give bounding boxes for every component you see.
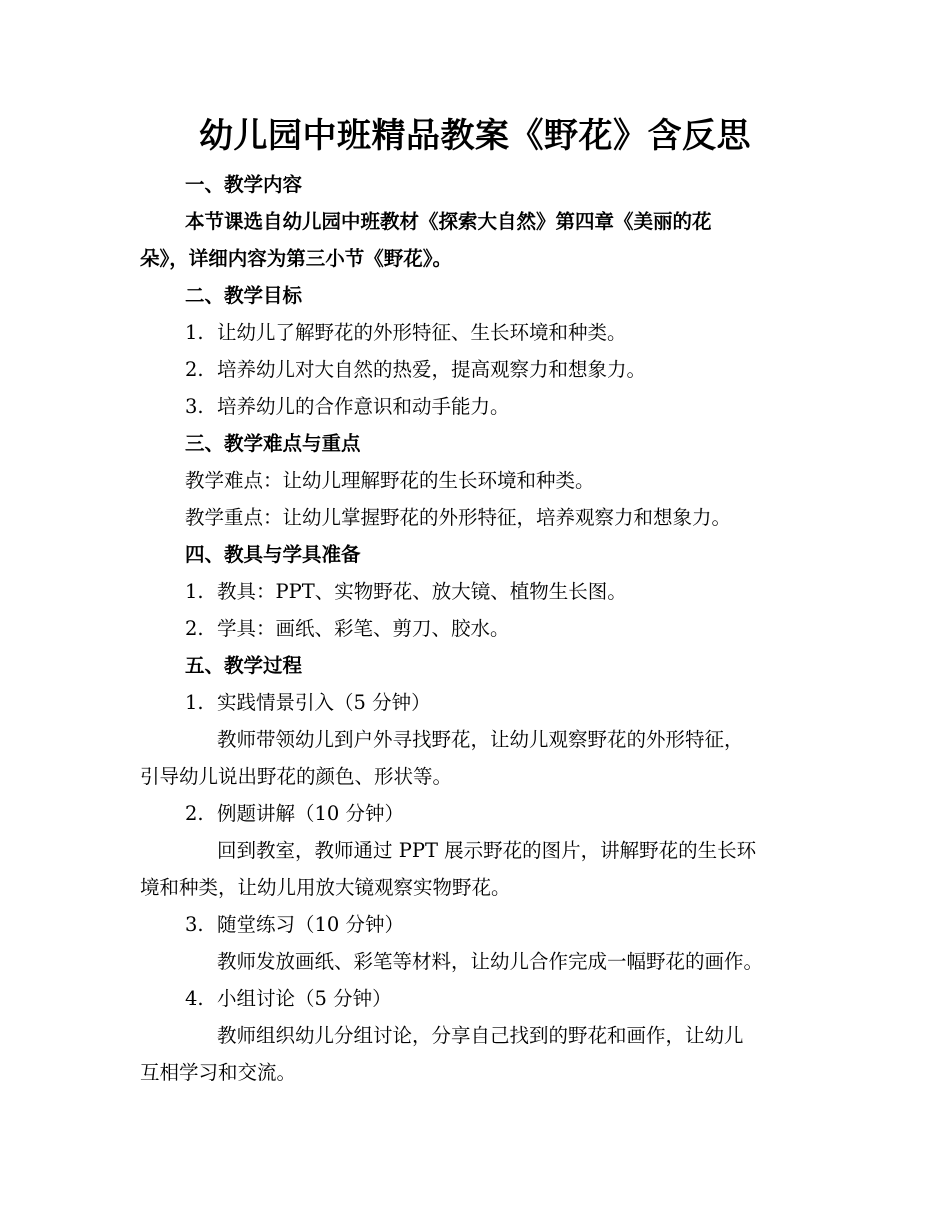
process-step-title [185,689,431,717]
content-paragraph-line-1: 本节课选自幼儿园中班教材《探索大自然》第四章《美丽的花 [185,210,712,233]
section-heading-goals: 二、教学目标 [185,284,303,307]
focus-text: 教学重点：让幼儿掌握野花的外形特征，培养观察力和想象力。 [185,506,732,529]
goal-number: 2. [185,358,204,381]
step-number: 3. [185,913,204,936]
step-title: 小组讨论（5 分钟） [217,987,392,1010]
material-item [185,578,627,606]
process-step-title [185,800,404,828]
goal-number: 3. [185,395,204,418]
step-description-line-1: 教师组织幼儿分组讨论，分享自己找到的野花和画作，让幼儿 [217,1024,744,1047]
goal-item [185,319,627,347]
material-number: 2. [185,617,204,640]
step-description-line-2: 境和种类，让幼儿用放大镜观察实物野花。 [140,876,511,899]
step-description-line-1: 回到教室，教师通过 PPT 展示野花的图片，讲解野花的生长环 [217,839,757,862]
goal-text: 培养幼儿的合作意识和动手能力。 [217,395,510,418]
step-number: 4. [185,987,204,1010]
step-title: 实践情景引入（5 分钟） [217,691,431,714]
section-heading-process: 五、教学过程 [185,654,303,677]
step-title: 随堂练习（10 分钟） [217,913,405,936]
material-text: 教具：PPT、实物野花、放大镜、植物生长图。 [217,580,627,603]
section-heading-materials: 四、教具与学具准备 [185,543,361,566]
content-paragraph-line-2: 朵》，详细内容为第三小节《野花》。 [140,247,453,270]
goal-number: 1. [185,321,204,344]
section-heading-content: 一、教学内容 [185,173,303,196]
goal-text: 让幼儿了解野花的外形特征、生长环境和种类。 [217,321,627,344]
process-step-title [185,985,392,1013]
material-number: 1. [185,580,204,603]
material-item [185,615,510,643]
section-heading-key-points: 三、教学难点与重点 [185,432,361,455]
step-title: 例题讲解（10 分钟） [217,802,405,825]
step-description-line-1: 教师带领幼儿到户外寻找野花，让幼儿观察野花的外形特征， [217,728,744,751]
document-title: 幼儿园中班精品教案《野花》含反思 [199,116,751,156]
step-description-line-2: 互相学习和交流。 [140,1061,297,1084]
goal-item [185,356,646,384]
step-number: 2. [185,802,204,825]
material-text: 学具：画纸、彩笔、剪刀、胶水。 [217,617,510,640]
step-number: 1. [185,691,204,714]
goal-text: 培养幼儿对大自然的热爱，提高观察力和想象力。 [217,358,647,381]
step-description-line-1: 教师发放画纸、彩笔等材料，让幼儿合作完成一幅野花的画作。 [217,950,764,973]
step-description-line-2: 引导幼儿说出野花的颜色、形状等。 [140,765,453,788]
goal-item [185,393,510,421]
process-step-title [185,911,404,939]
difficulty-text: 教学难点：让幼儿理解野花的生长环境和种类。 [185,469,595,492]
